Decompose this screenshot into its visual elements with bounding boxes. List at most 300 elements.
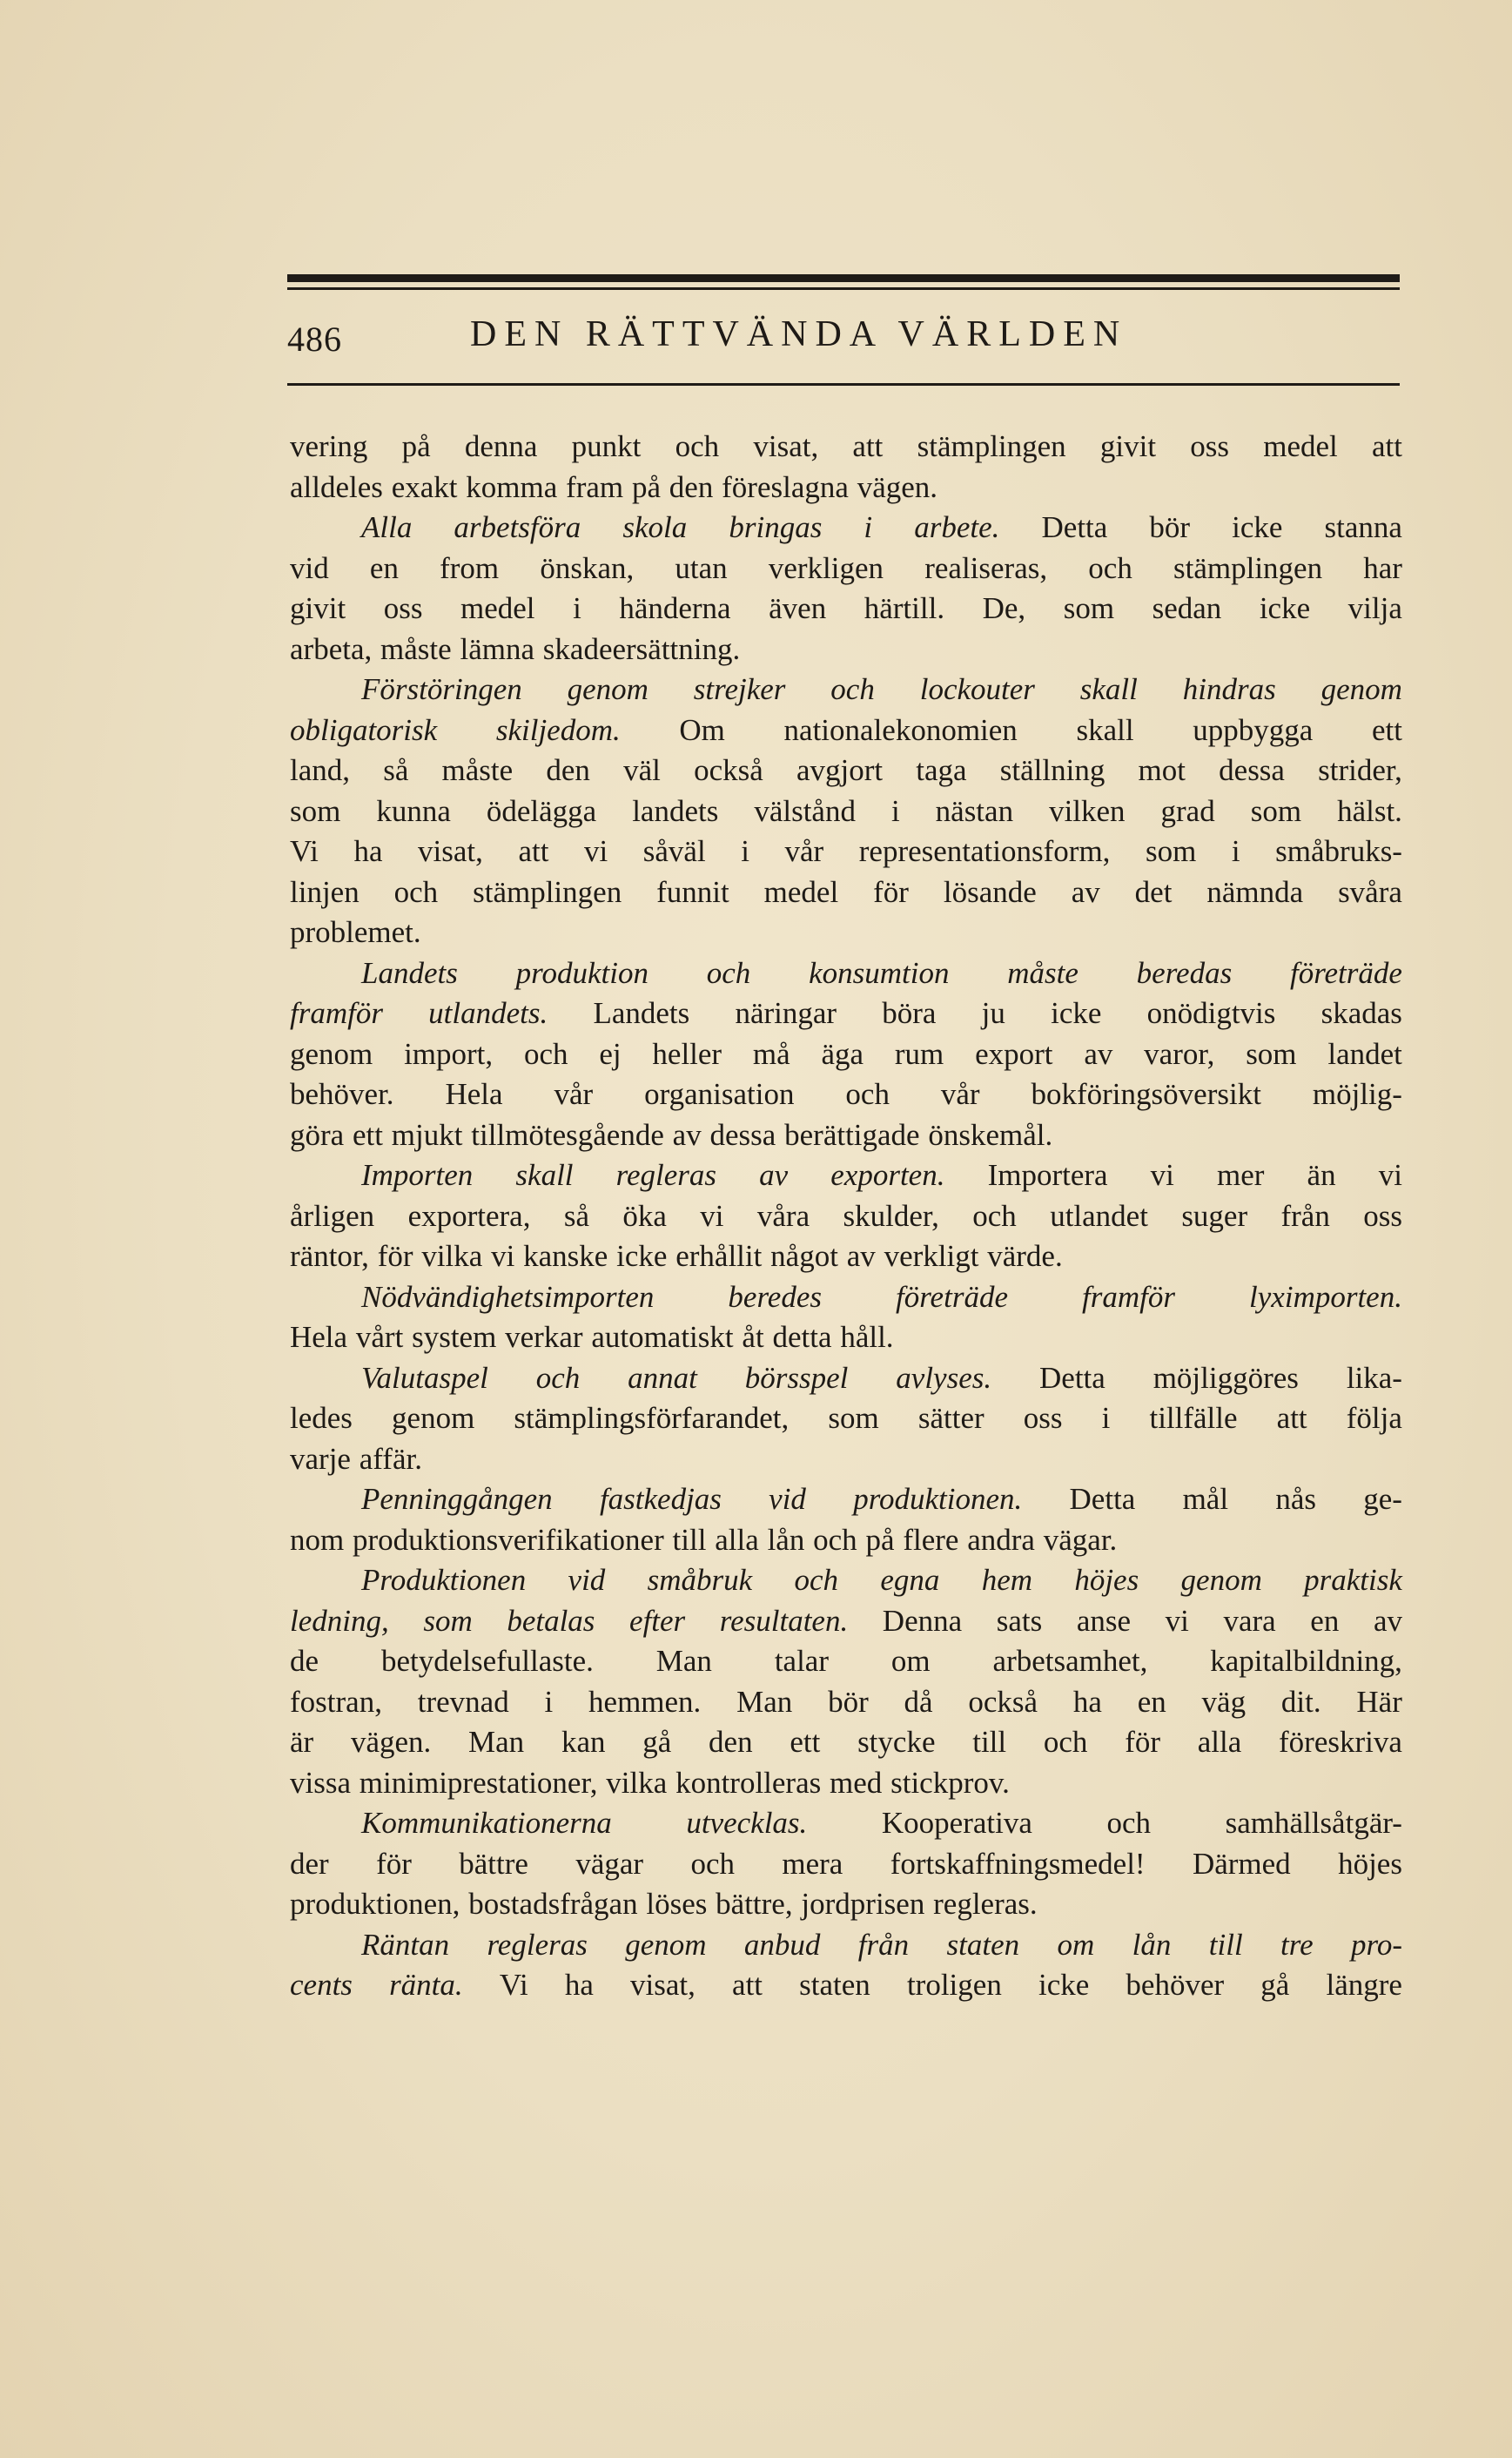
word: regleras. bbox=[933, 1887, 1038, 1921]
word: på bbox=[631, 469, 661, 504]
word: behöver. bbox=[290, 1077, 394, 1111]
word: av bbox=[672, 1117, 702, 1152]
word: vara bbox=[1223, 1603, 1276, 1638]
text-line bbox=[290, 751, 1402, 791]
word: resultaten. bbox=[719, 1603, 849, 1638]
text-line bbox=[290, 1155, 1402, 1196]
word: bör bbox=[1149, 510, 1191, 544]
word: som bbox=[828, 1401, 879, 1435]
word: stanna bbox=[1324, 510, 1402, 544]
word: kapitalbildning, bbox=[1210, 1644, 1402, 1678]
text-line bbox=[290, 1884, 1402, 1925]
word: medel bbox=[763, 874, 839, 909]
word: automatiskt bbox=[591, 1320, 734, 1354]
word: som bbox=[290, 793, 341, 828]
word: vi bbox=[1150, 1158, 1174, 1192]
word: lån bbox=[767, 1522, 805, 1557]
word: äga bbox=[821, 1036, 864, 1071]
word: önskemål. bbox=[928, 1117, 1053, 1152]
word: De, bbox=[982, 591, 1026, 625]
word: annat bbox=[628, 1360, 697, 1395]
word: stickprov. bbox=[890, 1765, 1010, 1800]
word: längre bbox=[1326, 1968, 1402, 2002]
word: svåra bbox=[1338, 874, 1402, 909]
word: småbruks- bbox=[1275, 834, 1402, 868]
word: i bbox=[864, 510, 873, 544]
word: lösande bbox=[943, 874, 1037, 909]
word: egna bbox=[880, 1563, 940, 1597]
word: ställning bbox=[999, 753, 1105, 787]
word: lån bbox=[1132, 1927, 1172, 1962]
text-line bbox=[290, 1844, 1402, 1885]
word: minimiprestationer, bbox=[359, 1765, 598, 1800]
word: mjukt bbox=[391, 1117, 463, 1152]
word: håll. bbox=[840, 1320, 894, 1354]
word: som bbox=[1063, 591, 1115, 625]
word: produktionen. bbox=[853, 1482, 1023, 1516]
word: mer bbox=[1217, 1158, 1265, 1192]
word: att bbox=[852, 429, 884, 463]
word: trevnad bbox=[417, 1684, 509, 1719]
text-line bbox=[290, 1358, 1402, 1399]
word: vilken bbox=[1049, 793, 1126, 828]
word: såväl bbox=[642, 834, 706, 868]
word: som bbox=[1246, 1036, 1297, 1071]
word: genom bbox=[567, 672, 648, 706]
word: dessa bbox=[1219, 753, 1285, 787]
text-line bbox=[290, 1803, 1402, 1844]
word: import, bbox=[404, 1036, 494, 1071]
word: vår bbox=[784, 834, 824, 868]
word: om bbox=[890, 1644, 931, 1678]
word: på bbox=[865, 1522, 895, 1557]
word: vårt bbox=[355, 1320, 404, 1354]
word: från bbox=[857, 1927, 910, 1962]
word: pro- bbox=[1351, 1927, 1402, 1962]
word: nom bbox=[290, 1522, 345, 1557]
text-line bbox=[290, 912, 1402, 953]
word: vår bbox=[554, 1077, 594, 1111]
word: välstånd bbox=[754, 793, 856, 828]
word: arbete. bbox=[914, 510, 1000, 544]
word: icke bbox=[1038, 1968, 1090, 2002]
word: som bbox=[423, 1603, 473, 1638]
word: Detta bbox=[1039, 1360, 1105, 1395]
word: Alla bbox=[361, 510, 413, 544]
word: oss bbox=[1190, 429, 1230, 463]
word: hälst. bbox=[1337, 793, 1402, 828]
header-rule-thick bbox=[287, 274, 1400, 282]
word: alldeles bbox=[290, 469, 383, 504]
word: än bbox=[1307, 1158, 1336, 1192]
word: erhållit bbox=[675, 1239, 763, 1273]
word: föreskriva bbox=[1279, 1725, 1402, 1759]
word: Man bbox=[655, 1644, 712, 1678]
text-line bbox=[290, 953, 1402, 994]
word: funnit bbox=[656, 874, 729, 909]
word: med bbox=[830, 1765, 883, 1800]
word: även bbox=[769, 591, 827, 625]
word: höjes bbox=[1074, 1563, 1139, 1597]
word: så bbox=[563, 1198, 589, 1233]
word: stämplingsförfarandet, bbox=[514, 1401, 790, 1435]
word: då bbox=[904, 1684, 933, 1719]
word: realiseras, bbox=[924, 550, 1048, 585]
text-line bbox=[290, 832, 1402, 872]
word: from bbox=[440, 550, 500, 585]
word: arbetsföra bbox=[454, 510, 581, 544]
word: till bbox=[672, 1522, 707, 1557]
text-line bbox=[290, 468, 1402, 508]
word: och bbox=[535, 1360, 581, 1395]
word: betalas bbox=[507, 1603, 595, 1638]
word: representationsform, bbox=[858, 834, 1111, 868]
word: det bbox=[1134, 874, 1173, 909]
word: ha bbox=[564, 1968, 594, 2002]
word: verkar bbox=[505, 1320, 583, 1354]
word: nationalekonomien bbox=[783, 712, 1018, 747]
word: bringas bbox=[729, 510, 823, 544]
word: strider, bbox=[1318, 753, 1402, 787]
word: skola bbox=[622, 510, 688, 544]
word: också bbox=[968, 1684, 1038, 1719]
word: strejker bbox=[693, 672, 786, 706]
word: konsumtion bbox=[809, 955, 950, 990]
word: flere bbox=[903, 1522, 959, 1557]
word: vi bbox=[491, 1239, 515, 1273]
word: Detta bbox=[1069, 1482, 1136, 1516]
word: Kooperativa bbox=[881, 1806, 1032, 1840]
word: och bbox=[1106, 1806, 1151, 1840]
word: höjes bbox=[1338, 1846, 1402, 1881]
word: Detta bbox=[1041, 510, 1108, 544]
word: uppbygga bbox=[1193, 712, 1314, 747]
word: linjen bbox=[290, 874, 360, 909]
word: skadas bbox=[1320, 996, 1402, 1030]
word: vi bbox=[1378, 1158, 1402, 1192]
word: vägen. bbox=[857, 469, 938, 504]
text-line bbox=[290, 670, 1402, 710]
word: en bbox=[1310, 1603, 1340, 1638]
text-line bbox=[290, 1439, 1402, 1480]
word: Importera bbox=[987, 1158, 1108, 1192]
text-line bbox=[290, 1277, 1402, 1318]
word: mål bbox=[1182, 1482, 1229, 1516]
word: vi bbox=[1165, 1603, 1189, 1638]
word: efter bbox=[629, 1603, 686, 1638]
text-line bbox=[290, 1641, 1402, 1682]
word: den bbox=[546, 753, 590, 787]
word: vering bbox=[290, 429, 368, 463]
word: anbud bbox=[743, 1927, 821, 1962]
word: böra bbox=[882, 996, 937, 1030]
word: småbruk bbox=[647, 1563, 753, 1597]
text-line bbox=[290, 872, 1402, 913]
word: möjlig- bbox=[1312, 1077, 1402, 1111]
word: har bbox=[1363, 550, 1402, 585]
word: nås bbox=[1275, 1482, 1316, 1516]
word: skiljedom. bbox=[495, 712, 621, 747]
word: ett bbox=[1371, 712, 1402, 747]
word: Produktionen bbox=[361, 1563, 527, 1597]
word: alla bbox=[715, 1522, 759, 1557]
word: våra bbox=[756, 1198, 810, 1233]
word: och bbox=[813, 1522, 857, 1557]
word: produktionsverifikationer bbox=[353, 1522, 664, 1557]
word: åt bbox=[742, 1320, 764, 1354]
word: bättre bbox=[459, 1846, 528, 1881]
word: ge- bbox=[1363, 1482, 1402, 1516]
word: hemmen. bbox=[588, 1684, 702, 1719]
word: ej bbox=[599, 1036, 622, 1071]
word: att bbox=[1371, 429, 1402, 463]
word: härtill. bbox=[864, 591, 945, 625]
word: produktionen, bbox=[290, 1887, 460, 1921]
word: Man bbox=[736, 1684, 793, 1719]
word: hindras bbox=[1182, 672, 1276, 706]
word: och bbox=[706, 955, 751, 990]
word: punkt bbox=[571, 429, 642, 463]
word: system bbox=[412, 1320, 497, 1354]
word: vilka bbox=[606, 1765, 668, 1800]
word: vår bbox=[940, 1077, 980, 1111]
word: verkligt bbox=[884, 1239, 979, 1273]
word: behöver bbox=[1126, 1968, 1225, 2002]
word: vilja bbox=[1347, 591, 1402, 625]
word: organisation bbox=[644, 1077, 795, 1111]
text-line bbox=[290, 993, 1402, 1034]
word: sätter bbox=[917, 1401, 984, 1435]
text-line bbox=[290, 791, 1402, 832]
word: bokföringsöversikt bbox=[1031, 1077, 1261, 1111]
word: arbetsamhet, bbox=[992, 1644, 1148, 1678]
word: Räntan bbox=[361, 1927, 450, 1962]
text-line bbox=[290, 1682, 1402, 1723]
word: avlyses. bbox=[896, 1360, 992, 1395]
word: ha bbox=[353, 834, 383, 868]
text-line bbox=[290, 1965, 1402, 2006]
word: taga bbox=[916, 753, 967, 787]
word: gå bbox=[642, 1725, 672, 1759]
word: Därmed bbox=[1192, 1846, 1291, 1881]
word: oss bbox=[1363, 1198, 1402, 1233]
text-line bbox=[290, 1034, 1402, 1075]
word: väg bbox=[1201, 1684, 1247, 1719]
word: för bbox=[377, 1239, 413, 1273]
word: affär. bbox=[359, 1441, 422, 1476]
running-head bbox=[287, 313, 1400, 366]
word: löses bbox=[646, 1887, 708, 1921]
text-line bbox=[290, 1925, 1402, 1966]
word: regleras bbox=[615, 1158, 716, 1192]
word: näringar bbox=[735, 996, 837, 1030]
word: sats bbox=[996, 1603, 1043, 1638]
word: vilka bbox=[421, 1239, 483, 1273]
word: på bbox=[401, 429, 431, 463]
word: stämplingen bbox=[917, 429, 1066, 463]
word: av bbox=[1373, 1603, 1402, 1638]
word: till bbox=[1208, 1927, 1243, 1962]
word: vid bbox=[290, 550, 329, 585]
word: varje bbox=[290, 1441, 351, 1476]
word: göra bbox=[290, 1117, 345, 1152]
word: export bbox=[975, 1036, 1053, 1071]
word: vissa bbox=[290, 1765, 351, 1800]
word: icke bbox=[1259, 591, 1311, 625]
word: mot bbox=[1138, 753, 1186, 787]
text-line bbox=[290, 1520, 1402, 1561]
text-line bbox=[290, 549, 1402, 589]
word: vägar. bbox=[1043, 1522, 1118, 1557]
word: till bbox=[972, 1725, 1007, 1759]
word: i bbox=[1101, 1401, 1111, 1435]
word: fram bbox=[566, 469, 624, 504]
word: avgjort bbox=[796, 753, 884, 787]
word: Vi bbox=[290, 834, 319, 868]
word: kanske bbox=[523, 1239, 608, 1273]
word: och bbox=[1043, 1725, 1088, 1759]
word: visat, bbox=[630, 1968, 696, 2002]
word: komma bbox=[466, 469, 558, 504]
word: kontrolleras bbox=[675, 1765, 822, 1800]
word: staten bbox=[946, 1927, 1020, 1962]
word: något bbox=[770, 1239, 838, 1273]
word: visat, bbox=[753, 429, 819, 463]
word: ha bbox=[1072, 1684, 1102, 1719]
word: tre bbox=[1280, 1927, 1314, 1962]
text-line bbox=[290, 1115, 1402, 1156]
text-line bbox=[290, 1763, 1402, 1804]
word: tillmötesgående bbox=[471, 1117, 664, 1152]
word: gå bbox=[1260, 1968, 1290, 2002]
word: Förstöringen bbox=[361, 672, 522, 706]
word: för bbox=[873, 874, 909, 909]
word: lyximporten. bbox=[1249, 1279, 1402, 1314]
word: den bbox=[669, 469, 714, 504]
word: av bbox=[846, 1239, 876, 1273]
word: icke bbox=[1232, 510, 1283, 544]
text-line bbox=[290, 1398, 1402, 1439]
word: nämnda bbox=[1206, 874, 1304, 909]
word: varor, bbox=[1144, 1036, 1215, 1071]
word: detta bbox=[772, 1320, 832, 1354]
word: om bbox=[1057, 1927, 1095, 1962]
word: vid bbox=[568, 1563, 606, 1597]
word: rum bbox=[894, 1036, 944, 1071]
word: skall bbox=[1079, 672, 1138, 706]
word: räntor, bbox=[290, 1239, 369, 1273]
word: bostadsfrågan bbox=[468, 1887, 638, 1921]
word: Importen bbox=[361, 1158, 474, 1192]
word: dessa bbox=[709, 1117, 776, 1152]
text-line bbox=[290, 1601, 1402, 1642]
word: årligen bbox=[290, 1198, 375, 1233]
word: föreslagna bbox=[722, 469, 849, 504]
word: och bbox=[794, 1563, 839, 1597]
word: och bbox=[1088, 550, 1132, 585]
word: den bbox=[709, 1725, 753, 1759]
word: produktion bbox=[515, 955, 648, 990]
word: icke bbox=[616, 1239, 668, 1273]
word: exporten. bbox=[830, 1158, 945, 1192]
word: grad bbox=[1160, 793, 1215, 828]
word: Om bbox=[679, 712, 725, 747]
word: stämplingen bbox=[1173, 550, 1323, 585]
word: företräde bbox=[896, 1279, 1008, 1314]
word: mera bbox=[782, 1846, 843, 1881]
word: må bbox=[752, 1036, 790, 1071]
word: visat, bbox=[418, 834, 483, 868]
word: vid bbox=[769, 1482, 806, 1516]
word: verkligen bbox=[768, 550, 884, 585]
word: och bbox=[393, 874, 439, 909]
text-line bbox=[290, 508, 1402, 549]
word: lockouter bbox=[919, 672, 1035, 706]
word: Man bbox=[468, 1725, 525, 1759]
word: troligen bbox=[906, 1968, 1002, 2002]
word: framför bbox=[1082, 1279, 1175, 1314]
word: genom bbox=[1180, 1563, 1262, 1597]
word: av bbox=[1071, 874, 1100, 909]
word: genom bbox=[392, 1401, 475, 1435]
running-title: DEN RÄTTVÄNDA VÄRLDEN bbox=[470, 314, 1128, 354]
body-text bbox=[290, 427, 1402, 2006]
word: lämna bbox=[460, 631, 534, 666]
word: beredes bbox=[728, 1279, 822, 1314]
word: fortskaffningsmedel! bbox=[890, 1846, 1146, 1881]
word: der bbox=[290, 1846, 329, 1881]
word: utlandet bbox=[1050, 1198, 1148, 1233]
word: Kommunikationerna bbox=[361, 1806, 612, 1840]
text-line bbox=[290, 1479, 1402, 1520]
word: genom bbox=[1320, 672, 1402, 706]
word: Hela bbox=[290, 1320, 348, 1354]
word: givit bbox=[290, 591, 346, 625]
word: dit. bbox=[1280, 1684, 1321, 1719]
word: lika- bbox=[1346, 1360, 1402, 1395]
word: väl bbox=[623, 753, 661, 787]
word: medel bbox=[1263, 429, 1338, 463]
word: vägen. bbox=[350, 1725, 432, 1759]
word: öka bbox=[622, 1198, 667, 1233]
word: andra bbox=[967, 1522, 1035, 1557]
word: skadeersättning. bbox=[542, 631, 741, 666]
word: land, bbox=[290, 753, 351, 787]
header-rule-thin bbox=[287, 287, 1400, 290]
word: jordprisen bbox=[801, 1887, 925, 1921]
word: betydelsefullaste. bbox=[380, 1644, 594, 1678]
page-number: 486 bbox=[287, 320, 342, 359]
word: skall bbox=[1076, 712, 1134, 747]
word: landets bbox=[632, 793, 719, 828]
text-line bbox=[290, 1236, 1402, 1277]
word: måste bbox=[1007, 955, 1079, 990]
word: bättre, bbox=[716, 1887, 793, 1921]
word: utvecklas. bbox=[686, 1806, 808, 1840]
word: oss bbox=[383, 591, 423, 625]
word: och bbox=[845, 1077, 890, 1111]
text-line bbox=[290, 710, 1402, 751]
word: vi bbox=[583, 834, 608, 868]
word: genom bbox=[625, 1927, 707, 1962]
word: att bbox=[518, 834, 549, 868]
word: de bbox=[290, 1644, 319, 1678]
word: önskan, bbox=[540, 550, 635, 585]
word: skall bbox=[515, 1158, 574, 1192]
text-line bbox=[290, 1722, 1402, 1763]
word: stämplingen bbox=[473, 874, 622, 909]
word: kan bbox=[561, 1725, 606, 1759]
